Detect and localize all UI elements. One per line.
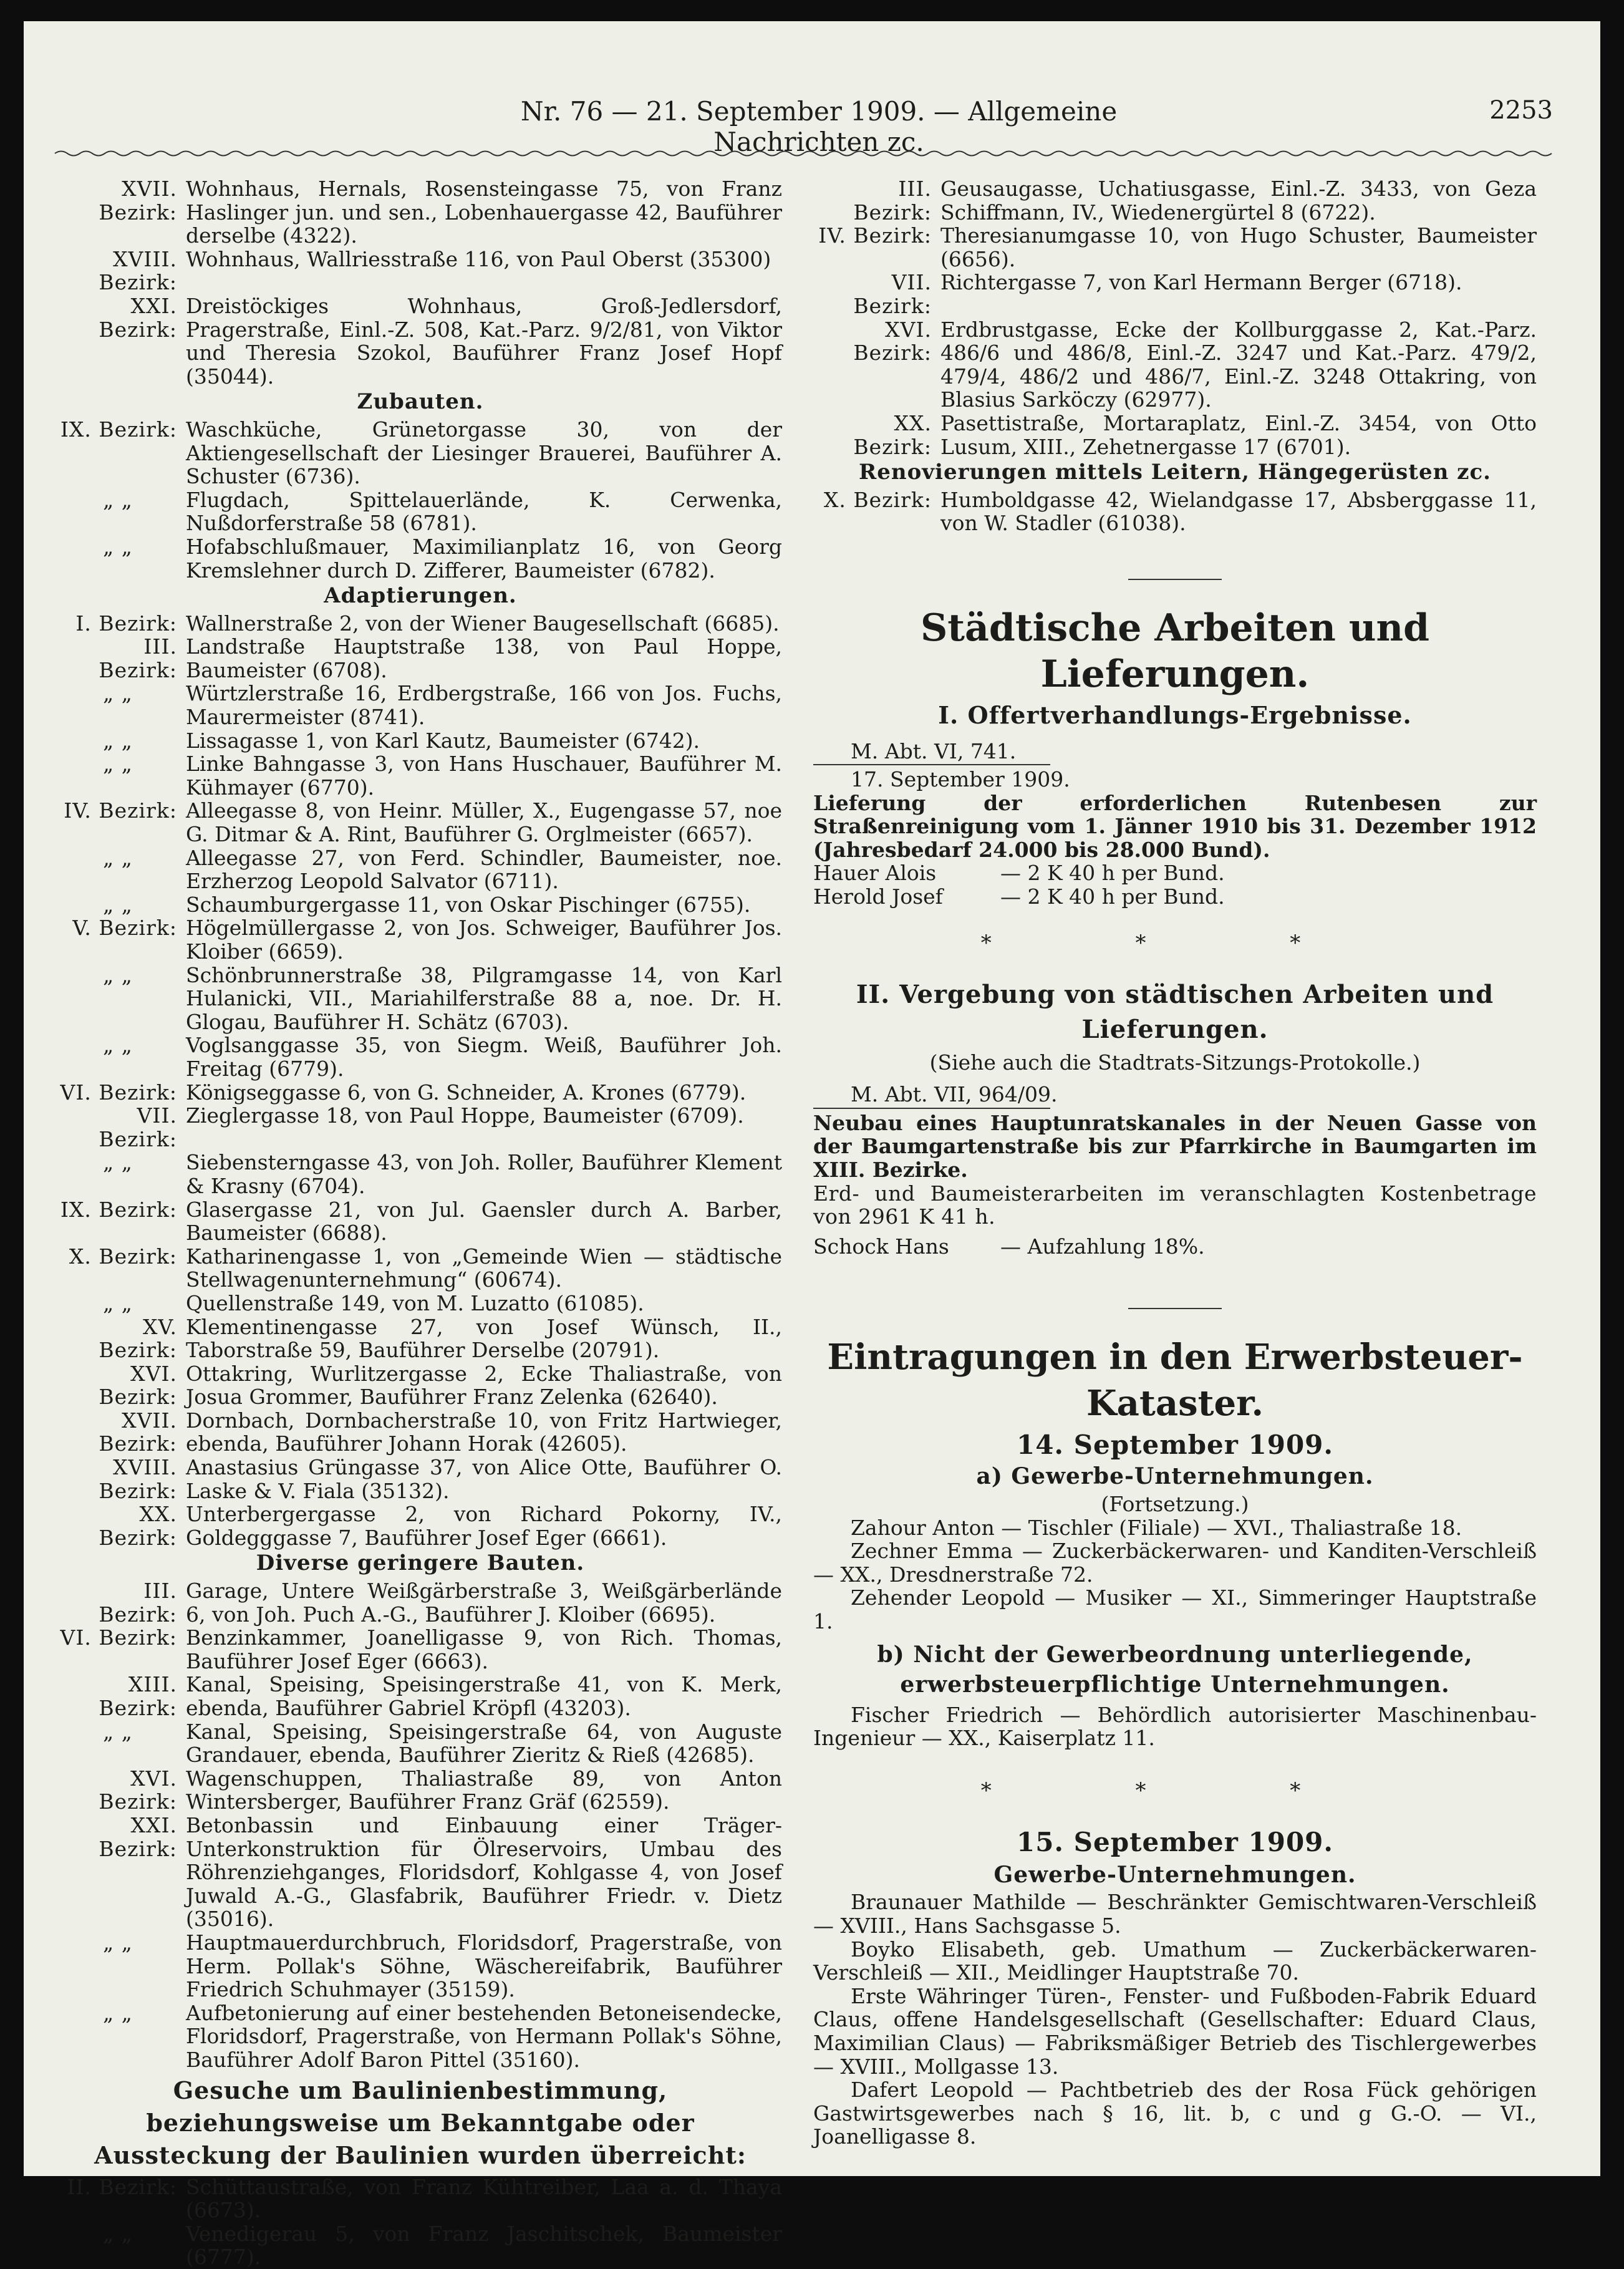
list-item [59,964,782,1034]
section-title-erwerbsteuer: Eintragungen in den Erwerbsteuer-Kataster. [827,1337,1523,1425]
entry-text: Linke Bahngasse 3, von Hans Huschauer, Bauführer M. Kühmayer (6770). [186,752,782,800]
tender-description: Lieferung der erforderlichen Rutenbesen zur Straßenreinigung vom 1. Jänner 1910 bis 31. Dezember 1912 (Jahresbedarf 24.000 bis 28.000 Bund). [813,790,1537,862]
district-label: XVI. Bezirk: [99,1361,177,1410]
bid-value: — 2 K 40 h per Bund. [1000,884,1225,909]
district-label: IV. Bezirk: [64,798,177,823]
entry-text: Landstraße Hauptstraße 138, von Paul Hoppe, Baumeister (6708). [186,634,782,682]
district-label: VII. Bezirk: [99,1103,177,1151]
list-item [59,1456,782,1502]
list-item [813,318,1537,412]
district-label: VI. Bezirk: [60,1625,177,1650]
district-label: XVII. Bezirk: [99,177,177,225]
entry-text: Schaumburgergasse 11, von Oskar Pischinger (6755). [186,892,751,917]
entry-text: Lissagasse 1, von Karl Kautz, Baumeister (6742). [186,728,700,753]
reference-underline [813,764,1050,765]
entry-text: Klementinengasse 27, von Josef Wünsch, II., Taborstraße 59, Bauführer Derselbe (20791). [186,1314,782,1363]
entry-text: Pasettistraße, Mortaraplatz, Einl.-Z. 3454, von Otto Lusum, XIII., Zehetnergasse 17 (6701). [940,410,1537,459]
list-item [59,1814,782,1931]
entry-text: Hauptmauerdurchbruch, Floridsdorf, Pragerstraße, von Herm. Pollak's Söhne, Wäschereifabrik, Bauführer Friedrich Schuhmayer (35159). [186,1930,782,2002]
list-item [59,1931,782,2001]
entry-text: Wohnhaus, Wallriesstraße 116, von Paul Oberst (35300) [186,246,771,271]
list-item [59,799,782,846]
list-item: Zechner Emma — Zuckerbäckerwaren- und Kanditen-Verschleiß — XX., Dresdnerstraße 72. [813,1539,1537,1587]
entry-text: Siebensterngasse 43, von Joh. Roller, Bauführer Klement & Krasny (6704). [186,1150,782,1198]
list-item [59,1720,782,1767]
table-row [813,861,1537,885]
ditto-mark: „ „ [103,1150,133,1175]
ditto-mark: „ „ [103,681,133,706]
section-heading-zubauten: Zubauten. [357,389,484,415]
newspaper-page [24,21,1600,2269]
ditto-mark: „ „ [103,2000,133,2025]
list-item [59,177,782,248]
subheading-gewerbe: Gewerbe-Unternehmungen. [993,1861,1356,1888]
district-label: XXI. Bezirk: [99,293,177,342]
section-title-staedtische: Städtische Arbeiten und Lieferungen. [920,606,1430,696]
district-label: XX. Bezirk: [99,1502,177,1550]
entry-text: Wagenschuppen, Thaliastraße 89, von Anton Wintersberger, Bauführer Franz Gräf (62559). [186,1766,782,1814]
district-label: XVI. Bezirk: [853,317,932,365]
entry-text: Unterbergergasse 2, von Richard Pokorny, IV., Goldegggasse 7, Bauführer Josef Eger (6661). [186,1502,782,1550]
entry-text: Betonbassin und Einbauung einer Träger-Unterkonstruktion für Ölreservoirs, Umbau des Röhrenziehganges, Floridsdorf, Kohlgasse 4, von Josef Juwald A.-G., Glasfabrik, Bauführer Friedr. v. Dietz (35016). [186,1812,782,1932]
entry-text: Geusaugasse, Uchatiusgasse, Einl.-Z. 3433, von Geza Schiffmann, IV., Wiedenergürtel 8 (6722). [940,177,1537,225]
list-item [59,1767,782,1814]
list-item [59,294,782,388]
list-item [59,1081,782,1105]
district-label: XXI. Bezirk: [99,1812,177,1861]
list-item [59,1198,782,1245]
list-item [59,488,782,535]
bid-value: — 2 K 40 h per Bund. [1000,861,1225,886]
section-heading-renovierungen: Renovierungen mittels Leitern, Hängegerüsten zc. [858,460,1492,485]
ditto-mark: „ „ [103,1033,133,1058]
list-item [59,1579,782,1626]
list-item [59,1104,782,1151]
subheading-vergebung: II. Vergebung von städtischen Arbeiten und Lieferungen. [856,979,1494,1044]
bid-value: — Aufzahlung 18%. [1000,1234,1205,1259]
list-item [59,682,782,728]
entry-text: Alleegasse 8, von Heinr. Müller, X., Eugengasse 57, noe G. Ditmar & A. Rint, Bauführer G. Orglmeister (6657). [186,798,782,847]
entry-text: Ottakring, Wurlitzergasse 2, Ecke Thaliastraße, von Josua Grommer, Bauführer Franz Zelenka (62640). [186,1361,782,1410]
entry-text: Schönbrunnerstraße 38, Pilgramgasse 14, von Karl Hulanicki, VII., Mariahilferstraße 88 a, noe. Dr. H. Glogau, Bauführer H. Schätz (6703). [186,962,782,1034]
district-label: X. Bezirk: [823,487,932,512]
ditto-mark: „ „ [103,752,133,776]
list-item: Fischer Friedrich — Behördlich autorisierter Maschinenbau-Ingenieur — XX., Kaiserplatz 11. [813,1702,1537,1751]
list-item [59,916,782,963]
district-label: IX. Bezirk: [60,1197,177,1222]
entry-text: Venedigerau 5, von Franz Jaschitschek, Baumeister (6777). [186,2221,782,2269]
entry-text: Högelmüllergasse 2, von Jos. Schweiger, Bauführer Jos. Kloiber (6659). [186,916,782,964]
entry-text: Kanal, Speising, Speisingerstraße 64, von Auguste Grandauer, ebenda, Bauführer Zieritz & Rieß (42685). [186,1719,782,1768]
list-item: Braunauer Mathilde — Beschränkter Gemischtwaren-Verschleiß — XVIII., Hans Sachsgasse 5. [813,1890,1537,1938]
subheading-gewerbe: a) Gewerbe-Unternehmungen. [976,1463,1374,1490]
list-item [59,1315,782,1362]
list-item [59,418,782,488]
list-item [59,1151,782,1197]
entry-text: Kanal, Speising, Speisingerstraße 41, von K. Merk, ebenda, Bauführer Gabriel Kröpfl (43203). [186,1672,782,1720]
district-label: III. Bezirk: [99,1579,177,1627]
list-item [59,1409,782,1456]
entry-text: Benzinkammer, Joanelligasse 9, von Rich. Thomas, Bauführer Josef Eger (6663). [186,1625,782,1673]
subheading-offert: I. Offertverhandlungs-Ergebnisse. [938,700,1412,729]
list-item [813,412,1537,458]
district-label: VII. Bezirk: [853,270,932,318]
list-item [59,893,782,917]
entry-text: Würtzlerstraße 16, Erdbergstraße, 166 von Jos. Fuchs, Maurermeister (8741). [186,681,782,730]
district-label: XVIII. Bezirk: [99,246,177,295]
entry-text: Flugdach, Spittelauerlände, K. Cerwenka, Nußdorferstraße 58 (6781). [186,487,782,536]
page-header [24,96,1600,157]
list-item [59,846,782,893]
section-heading-adaptierungen: Adaptierungen. [324,583,517,609]
list-item: Boyko Elisabeth, geb. Umathum — Zuckerbäckerwaren-Verschleiß — XII., Meidlinger Hauptstraße 70. [813,1937,1537,1985]
list-item [59,612,782,636]
district-label: III. Bezirk: [853,177,932,225]
bidder-name: Herold Josef [813,884,943,909]
list-item: Zahour Anton — Tischler (Filiale) — XVI., Thaliastraße 18. [851,1515,1462,1540]
entry-text: Alleegasse 27, von Ferd. Schindler, Baumeister, noe. Erzherzog Leopold Salvator (6711). [186,845,782,894]
ditto-mark: „ „ [103,2221,133,2246]
entry-text: Aufbetonierung auf einer bestehenden Betoneisendecke, Floridsdorf, Pragerstraße, von Hermann Pollak's Söhne, Bauführer Adolf Baron Pittel (35160). [186,2000,782,2072]
ditto-mark: „ „ [103,534,133,559]
table-row [813,885,1537,909]
ditto-mark: „ „ [103,1290,133,1315]
entry-text: Wohnhaus, Hernals, Rosensteingasse 75, von Franz Haslinger jun. und sen., Lobenhauergasse 42, Bauführer derselbe (4322). [186,177,782,248]
list-item [59,752,782,799]
right-column [813,177,1537,2149]
section-heading-gesuche: Gesuche um Baulinienbestimmung, beziehungsweise um Bekanntgabe oder Aussteckung der Baulinien wurden überreicht: [94,2076,747,2169]
district-label: XVIII. Bezirk: [99,1455,177,1503]
list-item [59,2222,782,2269]
entry-text: Voglsanggasse 35, von Siegm. Weiß, Bauführer Joh. Freitag (6779). [186,1033,782,1081]
entry-text: Richtergasse 7, von Karl Hermann Berger (6718). [940,270,1462,295]
list-item: Erste Währinger Türen-, Fenster- und Fußboden-Fabrik Eduard Claus, offene Handelsgesellschaft (Gesellschafter: Eduard Claus, Maximilian Claus) — Fabriksmäßiger Betrieb des Tischlergewerbes — XVIII., Mollgasse 13. [813,1983,1537,2079]
list-item [813,177,1537,224]
note-text: (Siehe auch die Stadtrats-Sitzungs-Protokolle.) [929,1050,1421,1075]
district-label: IV. Bezirk: [818,223,932,248]
district-label: X. Bezirk: [69,1244,177,1269]
entry-text: Wallnerstraße 2, von der Wiener Baugesellschaft (6685). [186,611,780,636]
list-item [59,1245,782,1292]
district-label: V. Bezirk: [72,916,177,941]
ditto-mark: „ „ [103,487,133,512]
tender-detail: Erd- und Baumeisterarbeiten im veranschlagten Kostenbetrage von 2961 K 41 h. [813,1181,1537,1229]
entry-text: Schüttaustraße, von Franz Kühtreiber, Laa a. d. Thaya (6673). [186,2174,782,2223]
district-label: III. Bezirk: [99,634,177,682]
asterism-separator: * * * [980,1778,1370,1803]
list-item [59,635,782,682]
left-column [59,177,782,2269]
list-item [813,271,1537,317]
header-wavy-rule [55,149,1552,158]
bidder-name: Hauer Alois [813,861,937,886]
district-label: XV. Bezirk: [99,1314,177,1363]
ditto-mark: „ „ [103,962,133,987]
list-item [59,1362,782,1409]
asterism-separator: * * * [980,930,1370,955]
continuation-note: (Fortsetzung.) [1101,1492,1249,1516]
date-line: 17. September 1909. [851,767,1070,792]
ditto-mark: „ „ [103,1930,133,1955]
list-item [59,1626,782,1673]
list-item [59,729,782,753]
reference-underline [813,1108,1050,1109]
date-heading: 15. September 1909. [1016,1826,1334,1857]
list-item [59,1502,782,1549]
entry-text: Theresianumgasse 10, von Hugo Schuster, Baumeister (6656). [940,223,1537,271]
list-item [59,1292,782,1315]
entry-text: Quellenstraße 149, von M. Luzatto (61085). [186,1290,644,1315]
entry-text: Waschküche, Grünetorgasse 30, von der Aktiengesellschaft der Liesinger Brauerei, Bauführer A. Schuster (6736). [186,417,782,489]
table-row [813,1235,1537,1259]
district-label: XX. Bezirk: [853,410,932,459]
page-number: 2253 [1489,96,1553,125]
list-item [813,224,1537,271]
ditto-mark: „ „ [103,728,133,753]
bidder-name: Schock Hans [813,1234,949,1259]
district-label: IX. Bezirk: [60,417,177,442]
ditto-mark: „ „ [103,845,133,870]
subheading-nicht-gewerbe: b) Nicht der Gewerbeordnung unterliegende, erwerbsteuerpflichtige Unternehmungen. [877,1641,1473,1698]
reference-number: M. Abt. VII, 964/09. [851,1082,1058,1107]
list-item [59,248,782,294]
entry-text: Katharinengasse 1, von „Gemeinde Wien — städtische Stellwagenunternehmung“ (60674). [186,1244,782,1292]
district-label: II. Bezirk: [67,2174,177,2199]
ditto-mark: „ „ [103,892,133,917]
list-item [59,2001,782,2072]
entry-text: Glasergasse 21, von Jul. Gaensler durch A. Barber, Baumeister (6688). [186,1197,782,1246]
entry-text: Anastasius Grüngasse 37, von Alice Otte, Bauführer O. Laske & V. Fiala (35132). [186,1455,782,1503]
entry-text: Hofabschlußmauer, Maximilianplatz 16, von Georg Kremslehner durch D. Zifferer, Baumeister (6782). [186,534,782,583]
list-item [59,1673,782,1720]
header-title: Nr. 76 — 21. September 1909. — Allgemeine Nachrichten zc. [520,96,1118,157]
list-item [59,535,782,582]
list-item: Zehender Leopold — Musiker — XI., Simmeringer Hauptstraße 1. [813,1585,1537,1633]
list-item [813,488,1537,535]
entry-text: Humboldgasse 42, Wielandgasse 17, Absberggasse 11, von W. Stadler (61038). [940,487,1537,536]
list-item [59,1033,782,1080]
ditto-mark: „ „ [103,1719,133,1744]
entry-text: Dornbach, Dornbacherstraße 10, von Fritz Hartwieger, ebenda, Bauführer Johann Horak (42605). [186,1408,782,1456]
list-item: Dafert Leopold — Pachtbetrieb des der Rosa Fück gehörigen Gastwirtsgewerbes nach § 16, lit. b, c und g G.-O. — VI., Joanelligasse 8. [813,2078,1537,2149]
divider [1128,1308,1222,1309]
district-label: XVI. Bezirk: [99,1766,177,1814]
section-heading-diverse: Diverse geringere Bauten. [256,1551,585,1576]
district-label: I. Bezirk: [75,611,177,636]
district-label: VI. Bezirk: [60,1080,177,1105]
entry-text: Königseggasse 6, von G. Schneider, A. Krones (6779). [186,1080,747,1105]
district-label: XIII. Bezirk: [99,1672,177,1720]
tender-description: Neubau eines Hauptunratskanales in der Neuen Gasse von der Baumgartenstraße bis zur Pfarrkirche in Baumgarten im XIII. Bezirke. [813,1110,1537,1183]
entry-text: Garage, Untere Weißgärberstraße 3, Weißgärberlände 6, von Joh. Puch A.-G., Bauführer J. Kloiber (6695). [186,1579,782,1627]
entry-text: Zieglergasse 18, von Paul Hoppe, Baumeister (6709). [186,1103,744,1128]
entry-text: Erdbrustgasse, Ecke der Kollburggasse 2, Kat.-Parz. 486/6 und 486/8, Einl.-Z. 3247 und Kat.-Parz. 479/2, 479/4, 486/2 und 486/7, Einl.-Z. 3248 Ottakring, von Blasius Sarköczy (62977). [940,317,1537,412]
district-label: XVII. Bezirk: [99,1408,177,1456]
date-heading: 14. September 1909. [1016,1430,1334,1461]
reference-number: M. Abt. VI, 741. [851,738,1017,763]
divider [1128,579,1222,580]
entry-text: Dreistöckiges Wohnhaus, Groß-Jedlersdorf, Pragerstraße, Einl.-Z. 508, Kat.-Parz. 9/2/81, von Viktor und Theresia Szokol, Bauführer Franz Josef Hopf (35044). [186,293,782,389]
list-item [59,2175,782,2222]
